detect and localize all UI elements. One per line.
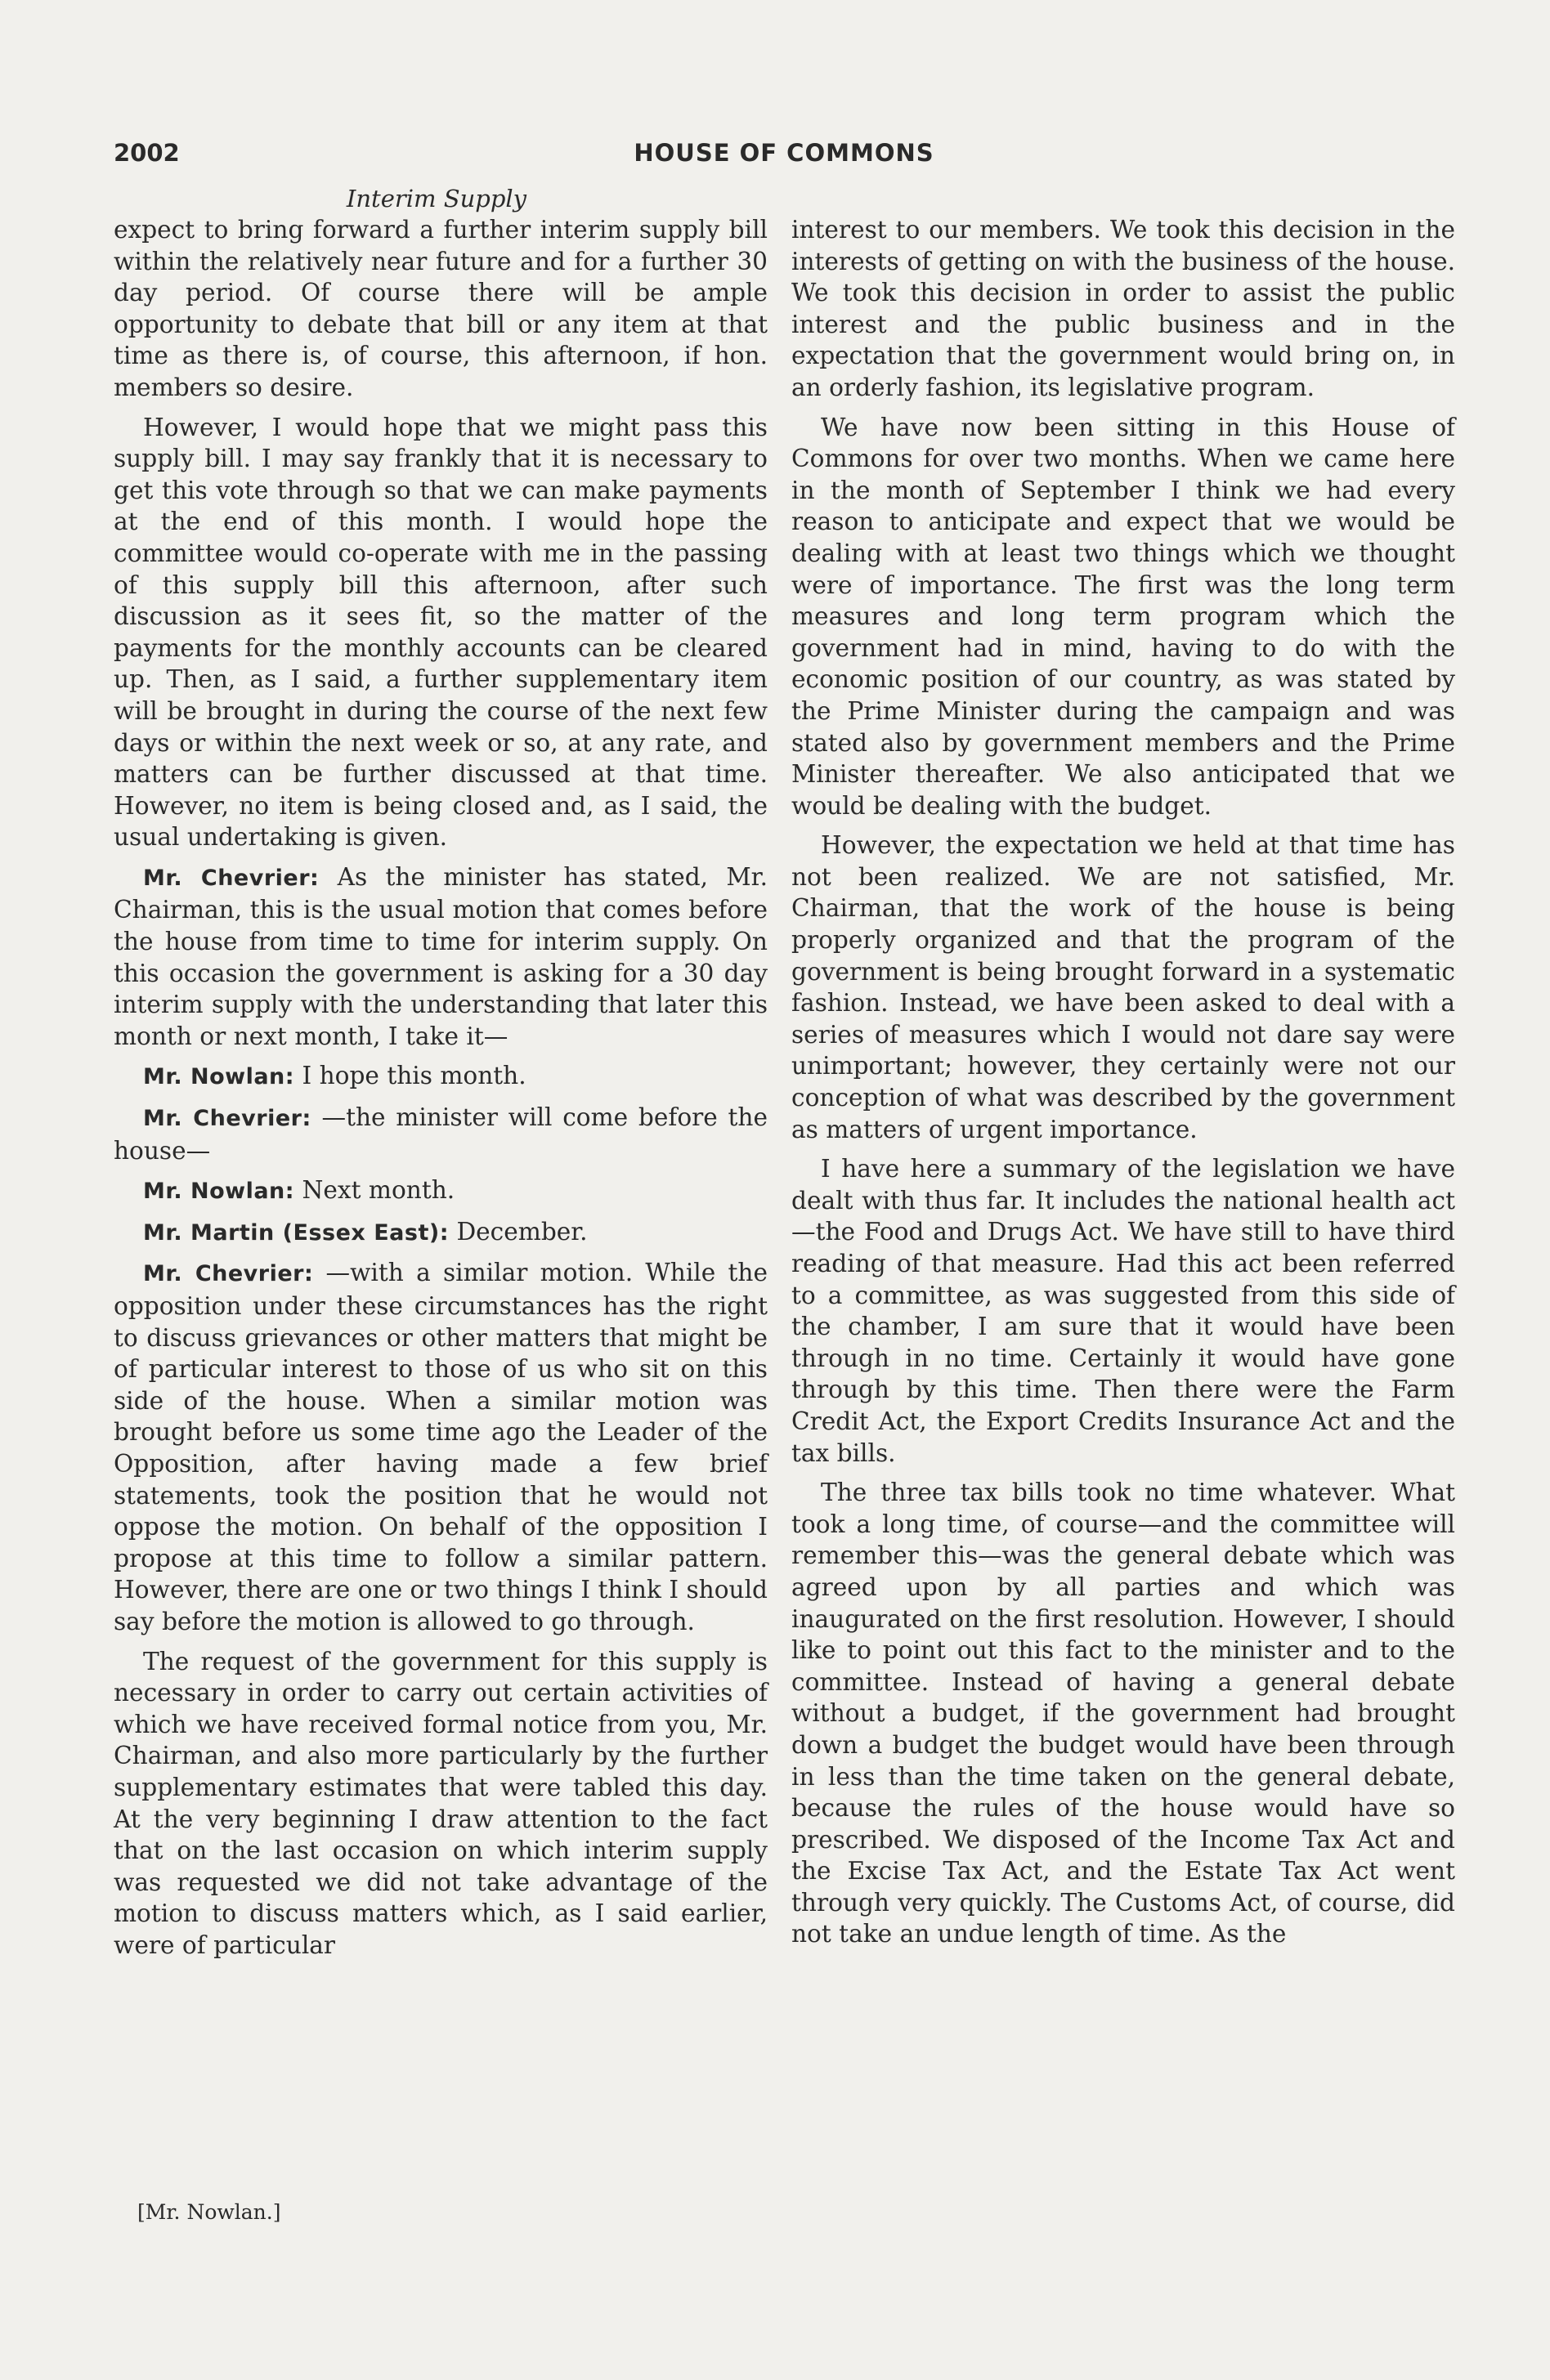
speech-paragraph xyxy=(114,1257,768,1637)
speech-paragraph xyxy=(114,861,768,1053)
paragraph-text: expect to bring forward a further interim supply bill within the relatively near future and for a further 30 day period. Of course there will be ample opportunity to debate that bill or any item at that time as there is, of course, this afternoon, if hon. members so desire. xyxy=(114,216,768,401)
speaker-name: Mr. Martin (Essex East): xyxy=(143,1219,450,1246)
paragraph-text: I have here a summary of the legislation we have dealt with thus far. It includes the national health act—the Food and Drugs Act. We have still to have third reading of that measure. Had this act been referred to a committee, as was suggested from this side of the chamber, I am sure that it would have been through in no time. Certainly it would have gone through by this time. Then there were the Farm Credit Act, the Export Credits Insurance Act and the tax bills. xyxy=(791,1155,1455,1467)
paragraph-text: The request of the government for this supply is necessary in order to carry out certain activities of which we have received formal notice from you, Mr. Chairman, and also more particularly by the further supplementary estimates that were tabled this day. At the very beginning I draw attention to the fact that on the last occasion on which interim supply was requested we did not take advantage of the motion to discuss matters which, as I said earlier, were of particular xyxy=(114,1647,768,1959)
page-number: 2002 xyxy=(114,139,180,167)
footer-speaker-note: [Mr. Nowlan.] xyxy=(137,2200,281,2224)
speech-paragraph xyxy=(114,1102,768,1166)
paragraph-text: As the minister has stated, Mr. Chairman, this is the usual motion that comes before the house from time to time for interim supply. On this occasion the government is asking for a 30 day interim supply with the understanding that later this month or next month, I take it— xyxy=(114,862,768,1050)
paragraph-text: —the minister will come before the house— xyxy=(114,1103,768,1165)
paragraph xyxy=(791,830,1455,1145)
page-header xyxy=(114,139,1454,175)
speaker-name: Mr. Nowlan: xyxy=(143,1064,295,1090)
speech-paragraph xyxy=(114,1216,768,1250)
speaker-name: Mr. Nowlan: xyxy=(143,1179,295,1205)
speaker-name: Mr. Chevrier: xyxy=(143,1106,311,1132)
left-column xyxy=(114,214,768,1969)
paragraph-text: Next month. xyxy=(302,1176,455,1205)
speaker-name: Mr. Chevrier: xyxy=(143,865,320,891)
paragraph-text: interest to our members. We took this decision in the interests of getting on with the business of the house. We took this decision in order to assist the public interest and the public business and in the expectation that the government would bring on, in an orderly fashion, its legislative program. xyxy=(791,216,1455,401)
paragraph xyxy=(114,214,768,404)
paragraph-text: However, I would hope that we might pass this supply bill. I may say frankly that it is necessary to get this vote through so that we can make payments at the end of this month. I would hope the committee would co-operate with me in the passing of this supply bill this afternoon, after such discussion as it sees fit, so the matter of the payments for the monthly accounts can be cleared up. Then, as I said, a further supplementary item will be brought in during the course of the next few days or within the next week or so, at any rate, and matters can be further discussed at that time. However, no item is being closed and, as I said, the usual undertaking is given. xyxy=(114,413,768,852)
paragraph-text: —with a similar motion. While the opposition under these circumstances has the right to discuss grievances or other matters that might be of particular interest to those of us who sit on this side of the house. When a similar motion was brought before us some time ago the Leader of the Opposition, after having made a few brief statements, took the position that he would not oppose the motion. On behalf of the opposition I propose at this time to follow a similar pattern. However, there are one or two things I think I should say before the motion is allowed to go through. xyxy=(114,1259,768,1635)
paragraph-text: We have now been sitting in this House of Commons for over two months. When we came here in the month of September I think we had every reason to anticipate and expect that we would be dealing with at least two things which we thought were of importance. The first was the long term measures and long term program which the government had in mind, having to do with the economic position of our country, as was stated by the Prime Minister during the campaign and was stated also by government members and the Prime Minister thereafter. We also anticipated that we would be dealing with the budget. xyxy=(791,413,1455,820)
section-subtitle: Interim Supply xyxy=(346,185,527,212)
right-column xyxy=(791,214,1455,1958)
paragraph xyxy=(791,412,1455,822)
running-title: HOUSE OF COMMONS xyxy=(634,139,934,167)
paragraph xyxy=(791,214,1455,404)
paragraph xyxy=(791,1477,1455,1950)
speech-paragraph xyxy=(114,1174,768,1208)
speech-paragraph xyxy=(114,1060,768,1094)
paragraph xyxy=(114,412,768,853)
paragraph-text: However, the expectation we held at that time has not been realized. We are not satisfied, Mr. Chairman, that the work of the house is being properly organized and that the program of the government is being brought forward in a systematic fashion. Instead, we have been asked to deal with a series of measures which I would not dare say were unimportant; however, they certainly were not our conception of what was described by the government as matters of urgent importance. xyxy=(791,831,1455,1143)
paragraph-text: I hope this month. xyxy=(302,1062,526,1090)
paragraph xyxy=(114,1646,768,1962)
paragraph-text: December. xyxy=(456,1217,588,1246)
paragraph-text: The three tax bills took no time whatever. What took a long time, of course—and the committee will remember this—was the general debate which was agreed upon by all parties and which was inaugurated on the first resolution. However, I should like to point out this fact to the minister and to the committee. Instead of having a general debate without a budget, if the government had brought down a budget the budget would have been through in less than the time taken on the general debate, because the rules of the house would have so prescribed. We disposed of the Income Tax Act and the Excise Tax Act, and the Estate Tax Act went through very quickly. The Customs Act, of course, did not take an undue length of time. As the xyxy=(791,1479,1455,1948)
speaker-name: Mr. Chevrier: xyxy=(143,1261,314,1287)
paragraph xyxy=(791,1153,1455,1469)
